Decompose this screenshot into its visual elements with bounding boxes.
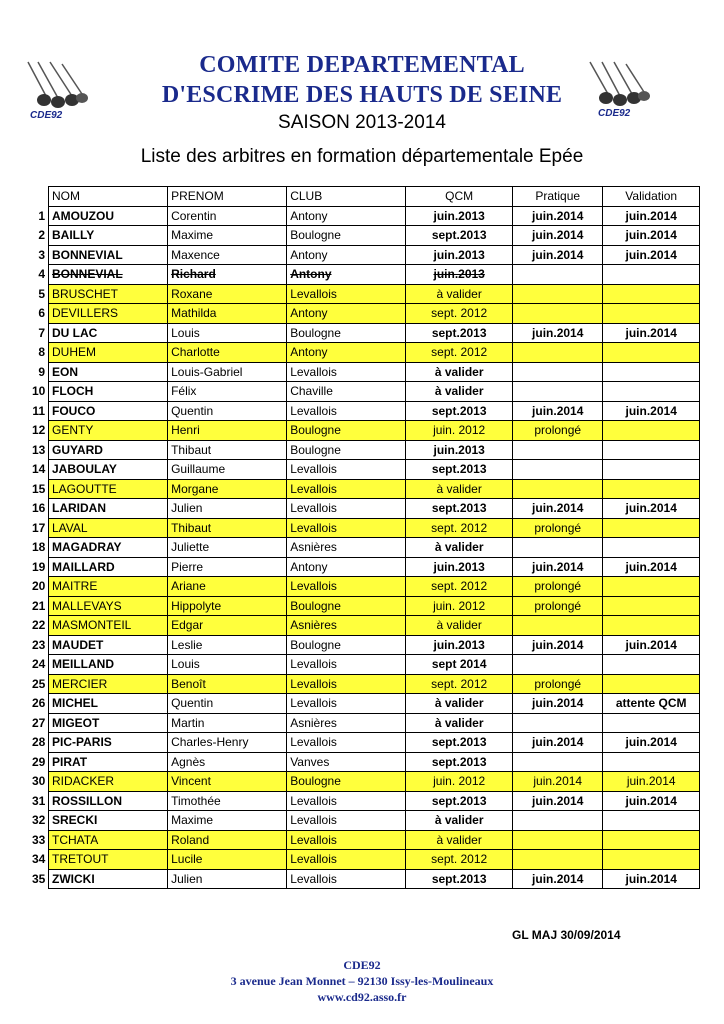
- page-subtitle: Liste des arbitres en formation départementale Epée: [140, 146, 584, 167]
- footer-address: 3 avenue Jean Monnet – 92130 Issy-les-Moulineaux: [230, 974, 494, 988]
- table-row: [29, 382, 700, 402]
- cell-qcm: à valider: [406, 284, 513, 304]
- row-number: 1: [29, 206, 49, 226]
- cell-qcm: à valider: [406, 479, 513, 499]
- cell-nom: TRETOUT: [49, 850, 168, 870]
- cell-pratique: juin.2014: [513, 772, 603, 792]
- cell-nom: DU LAC: [49, 323, 168, 343]
- cell-prenom: Vincent: [168, 772, 287, 792]
- cell-club: Levallois: [287, 518, 406, 538]
- row-number: 20: [29, 577, 49, 597]
- table-row: [29, 557, 700, 577]
- cell-qcm: sept.2013: [406, 869, 513, 889]
- table-row: [29, 304, 700, 324]
- cell-pratique: [513, 830, 603, 850]
- cell-pratique: juin.2014: [513, 245, 603, 265]
- header-pratique: Pratique: [513, 187, 603, 207]
- cell-nom: GUYARD: [49, 440, 168, 460]
- cell-prenom: Morgane: [168, 479, 287, 499]
- cell-pratique: [513, 655, 603, 675]
- cell-nom: GENTY: [49, 421, 168, 441]
- table-row: [29, 577, 700, 597]
- row-number: 34: [29, 850, 49, 870]
- table-row: [29, 616, 700, 636]
- cell-pratique: [513, 362, 603, 382]
- row-number: 24: [29, 655, 49, 675]
- cell-pratique: [513, 479, 603, 499]
- logo-text: CDE92: [598, 108, 631, 119]
- cell-validation: [603, 460, 700, 480]
- cell-nom: FOUCO: [49, 401, 168, 421]
- header-num: [29, 187, 49, 207]
- cell-prenom: Guillaume: [168, 460, 287, 480]
- cell-nom: ROSSILLON: [49, 791, 168, 811]
- table-row: [29, 596, 700, 616]
- table-header-row: [29, 187, 700, 207]
- title-line-1: COMITE DEPARTEMENTAL: [199, 52, 525, 78]
- cell-prenom: Charlotte: [168, 343, 287, 363]
- cell-validation: juin.2014: [603, 557, 700, 577]
- cell-nom: PIRAT: [49, 752, 168, 772]
- cell-club: Levallois: [287, 460, 406, 480]
- cell-pratique: [513, 850, 603, 870]
- table-row: [29, 635, 700, 655]
- cell-pratique: [513, 304, 603, 324]
- cell-qcm: juin.2013: [406, 265, 513, 285]
- cell-prenom: Roland: [168, 830, 287, 850]
- cell-prenom: Félix: [168, 382, 287, 402]
- cell-qcm: juin.2013: [406, 206, 513, 226]
- cell-prenom: Quentin: [168, 694, 287, 714]
- cell-pratique: juin.2014: [513, 869, 603, 889]
- table-row: [29, 850, 700, 870]
- cell-qcm: à valider: [406, 616, 513, 636]
- cell-validation: juin.2014: [603, 869, 700, 889]
- cell-validation: [603, 830, 700, 850]
- cell-nom: MERCIER: [49, 674, 168, 694]
- row-number: 19: [29, 557, 49, 577]
- cell-club: Boulogne: [287, 323, 406, 343]
- cell-pratique: prolongé: [513, 518, 603, 538]
- cell-club: Levallois: [287, 694, 406, 714]
- cell-qcm: sept. 2012: [406, 343, 513, 363]
- cell-pratique: juin.2014: [513, 323, 603, 343]
- cell-qcm: à valider: [406, 694, 513, 714]
- cell-qcm: sept.2013: [406, 323, 513, 343]
- cell-prenom: Martin: [168, 713, 287, 733]
- row-number: 6: [29, 304, 49, 324]
- cell-qcm: à valider: [406, 382, 513, 402]
- cell-club: Levallois: [287, 479, 406, 499]
- cell-club: Antony: [287, 557, 406, 577]
- header-club: CLUB: [287, 187, 406, 207]
- cell-pratique: prolongé: [513, 596, 603, 616]
- cell-pratique: prolongé: [513, 674, 603, 694]
- cell-validation: juin.2014: [603, 401, 700, 421]
- cell-qcm: à valider: [406, 362, 513, 382]
- cell-prenom: Edgar: [168, 616, 287, 636]
- cell-club: Antony: [287, 265, 406, 285]
- row-number: 7: [29, 323, 49, 343]
- cell-validation: [603, 479, 700, 499]
- cell-nom: LARIDAN: [49, 499, 168, 519]
- row-number: 12: [29, 421, 49, 441]
- cell-qcm: sept. 2012: [406, 850, 513, 870]
- table-row: [29, 499, 700, 519]
- cell-prenom: Roxane: [168, 284, 287, 304]
- cell-club: Asnières: [287, 713, 406, 733]
- cell-nom: MEILLAND: [49, 655, 168, 675]
- cell-nom: BONNEVIAL: [49, 245, 168, 265]
- table-row: [29, 440, 700, 460]
- cell-nom: BAILLY: [49, 226, 168, 246]
- row-number: 28: [29, 733, 49, 753]
- cell-nom: MASMONTEIL: [49, 616, 168, 636]
- cell-qcm: sept. 2012: [406, 577, 513, 597]
- table-row: [29, 733, 700, 753]
- cell-qcm: sept.2013: [406, 752, 513, 772]
- row-number: 10: [29, 382, 49, 402]
- cell-nom: MIGEOT: [49, 713, 168, 733]
- cell-validation: [603, 850, 700, 870]
- table-row: [29, 401, 700, 421]
- table-row: [29, 811, 700, 831]
- table-row: [29, 830, 700, 850]
- cell-nom: PIC-PARIS: [49, 733, 168, 753]
- cell-nom: MALLEVAYS: [49, 596, 168, 616]
- cell-prenom: Mathilda: [168, 304, 287, 324]
- season-label: SAISON 2013-2014: [278, 112, 446, 133]
- cell-prenom: Thibaut: [168, 518, 287, 538]
- cell-prenom: Charles-Henry: [168, 733, 287, 753]
- cell-nom: MICHEL: [49, 694, 168, 714]
- cell-club: Vanves: [287, 752, 406, 772]
- cell-qcm: juin.2013: [406, 440, 513, 460]
- cell-prenom: Benoît: [168, 674, 287, 694]
- cell-validation: [603, 752, 700, 772]
- row-number: 33: [29, 830, 49, 850]
- cell-nom: EON: [49, 362, 168, 382]
- table-row: [29, 772, 700, 792]
- cell-validation: [603, 577, 700, 597]
- cell-club: Levallois: [287, 674, 406, 694]
- table-row: [29, 323, 700, 343]
- cell-pratique: juin.2014: [513, 557, 603, 577]
- cell-validation: [603, 440, 700, 460]
- cell-pratique: [513, 616, 603, 636]
- cell-prenom: Quentin: [168, 401, 287, 421]
- row-number: 16: [29, 499, 49, 519]
- cell-pratique: juin.2014: [513, 401, 603, 421]
- table-row: [29, 518, 700, 538]
- cell-prenom: Richard: [168, 265, 287, 285]
- cell-validation: [603, 616, 700, 636]
- update-note: GL MAJ 30/09/2014: [512, 928, 621, 942]
- row-number: 2: [29, 226, 49, 246]
- cell-validation: attente QCM: [603, 694, 700, 714]
- header-qcm: QCM: [406, 187, 513, 207]
- table-row: [29, 460, 700, 480]
- cell-prenom: Thibaut: [168, 440, 287, 460]
- cell-validation: [603, 596, 700, 616]
- cell-nom: MAILLARD: [49, 557, 168, 577]
- cell-club: Levallois: [287, 830, 406, 850]
- cell-nom: LAVAL: [49, 518, 168, 538]
- cell-nom: ZWICKI: [49, 869, 168, 889]
- cell-nom: MAGADRAY: [49, 538, 168, 558]
- cell-validation: [603, 655, 700, 675]
- cell-qcm: juin. 2012: [406, 421, 513, 441]
- footer-website: www.cd92.asso.fr: [317, 990, 407, 1004]
- cell-club: Asnières: [287, 616, 406, 636]
- cell-pratique: [513, 713, 603, 733]
- cell-club: Levallois: [287, 850, 406, 870]
- cell-nom: BONNEVIAL: [49, 265, 168, 285]
- cell-qcm: juin.2013: [406, 557, 513, 577]
- cell-qcm: à valider: [406, 811, 513, 831]
- cell-prenom: Agnès: [168, 752, 287, 772]
- cell-qcm: juin.2013: [406, 245, 513, 265]
- cell-qcm: sept.2013: [406, 401, 513, 421]
- cell-pratique: juin.2014: [513, 694, 603, 714]
- row-number: 29: [29, 752, 49, 772]
- footer-org: CDE92: [343, 958, 381, 972]
- cell-validation: juin.2014: [603, 791, 700, 811]
- cell-validation: [603, 343, 700, 363]
- cell-club: Levallois: [287, 577, 406, 597]
- cell-qcm: sept.2013: [406, 791, 513, 811]
- cell-prenom: Lucile: [168, 850, 287, 870]
- cell-prenom: Louis-Gabriel: [168, 362, 287, 382]
- cell-validation: [603, 362, 700, 382]
- cell-qcm: sept. 2012: [406, 674, 513, 694]
- cell-club: Levallois: [287, 284, 406, 304]
- table-row: [29, 343, 700, 363]
- cell-qcm: sept.2013: [406, 226, 513, 246]
- cell-club: Boulogne: [287, 226, 406, 246]
- cell-validation: [603, 304, 700, 324]
- cell-validation: [603, 382, 700, 402]
- cell-prenom: Ariane: [168, 577, 287, 597]
- table-row: [29, 226, 700, 246]
- logo-text: CDE92: [30, 110, 63, 121]
- cell-club: Boulogne: [287, 596, 406, 616]
- cell-prenom: Juliette: [168, 538, 287, 558]
- cell-nom: BRUSCHET: [49, 284, 168, 304]
- row-number: 3: [29, 245, 49, 265]
- cell-pratique: prolongé: [513, 577, 603, 597]
- cell-validation: juin.2014: [603, 323, 700, 343]
- cell-qcm: à valider: [406, 713, 513, 733]
- cell-prenom: Maxime: [168, 811, 287, 831]
- row-number: 22: [29, 616, 49, 636]
- cell-prenom: Timothée: [168, 791, 287, 811]
- cell-qcm: sept. 2012: [406, 518, 513, 538]
- row-number: 4: [29, 265, 49, 285]
- cell-club: Levallois: [287, 655, 406, 675]
- cell-pratique: [513, 460, 603, 480]
- cell-prenom: Julien: [168, 499, 287, 519]
- header-nom: NOM: [49, 187, 168, 207]
- cell-validation: juin.2014: [603, 226, 700, 246]
- cell-prenom: Pierre: [168, 557, 287, 577]
- cell-pratique: juin.2014: [513, 206, 603, 226]
- row-number: 27: [29, 713, 49, 733]
- cell-club: Antony: [287, 304, 406, 324]
- cell-qcm: sept.2013: [406, 733, 513, 753]
- cell-validation: [603, 713, 700, 733]
- cell-club: Levallois: [287, 401, 406, 421]
- table-row: [29, 869, 700, 889]
- table-row: [29, 206, 700, 226]
- table-row: [29, 791, 700, 811]
- title-line-2: D'ESCRIME DES HAUTS DE SEINE: [161, 82, 563, 108]
- row-number: 26: [29, 694, 49, 714]
- table-row: [29, 421, 700, 441]
- cell-validation: juin.2014: [603, 206, 700, 226]
- cell-validation: [603, 811, 700, 831]
- cell-nom: DEVILLERS: [49, 304, 168, 324]
- row-number: 17: [29, 518, 49, 538]
- cell-validation: [603, 518, 700, 538]
- cell-validation: [603, 284, 700, 304]
- cell-qcm: juin. 2012: [406, 772, 513, 792]
- row-number: 31: [29, 791, 49, 811]
- cell-qcm: à valider: [406, 538, 513, 558]
- cell-nom: MAITRE: [49, 577, 168, 597]
- table-row: [29, 265, 700, 285]
- cell-club: Antony: [287, 343, 406, 363]
- cell-club: Levallois: [287, 791, 406, 811]
- cell-validation: juin.2014: [603, 635, 700, 655]
- cell-validation: juin.2014: [603, 772, 700, 792]
- cell-validation: [603, 674, 700, 694]
- cell-prenom: Julien: [168, 869, 287, 889]
- cell-pratique: juin.2014: [513, 226, 603, 246]
- cell-pratique: juin.2014: [513, 733, 603, 753]
- cell-club: Levallois: [287, 733, 406, 753]
- cell-nom: TCHATA: [49, 830, 168, 850]
- header-prenom: PRENOM: [168, 187, 287, 207]
- cell-nom: DUHEM: [49, 343, 168, 363]
- row-number: 15: [29, 479, 49, 499]
- cell-qcm: sept.2013: [406, 460, 513, 480]
- table-row: [29, 674, 700, 694]
- cell-nom: SRECKI: [49, 811, 168, 831]
- cell-nom: FLOCH: [49, 382, 168, 402]
- table-row: [29, 245, 700, 265]
- cell-nom: AMOUZOU: [49, 206, 168, 226]
- cell-prenom: Maxence: [168, 245, 287, 265]
- cell-pratique: juin.2014: [513, 635, 603, 655]
- cell-qcm: juin.2013: [406, 635, 513, 655]
- cell-pratique: [513, 538, 603, 558]
- cell-pratique: [513, 382, 603, 402]
- cell-club: Boulogne: [287, 440, 406, 460]
- cell-validation: [603, 265, 700, 285]
- cell-pratique: juin.2014: [513, 499, 603, 519]
- header-validation: Validation: [603, 187, 700, 207]
- cell-qcm: à valider: [406, 830, 513, 850]
- cell-qcm: sept 2014: [406, 655, 513, 675]
- table-row: [29, 694, 700, 714]
- cell-prenom: Maxime: [168, 226, 287, 246]
- cell-pratique: [513, 284, 603, 304]
- table-row: [29, 362, 700, 382]
- cell-nom: RIDACKER: [49, 772, 168, 792]
- cell-nom: JABOULAY: [49, 460, 168, 480]
- cell-club: Levallois: [287, 869, 406, 889]
- cell-pratique: [513, 440, 603, 460]
- cell-prenom: Hippolyte: [168, 596, 287, 616]
- cell-validation: juin.2014: [603, 245, 700, 265]
- row-number: 11: [29, 401, 49, 421]
- cell-validation: juin.2014: [603, 499, 700, 519]
- cell-pratique: juin.2014: [513, 791, 603, 811]
- row-number: 5: [29, 284, 49, 304]
- cell-club: Chaville: [287, 382, 406, 402]
- row-number: 35: [29, 869, 49, 889]
- cell-prenom: Louis: [168, 323, 287, 343]
- cell-qcm: juin. 2012: [406, 596, 513, 616]
- row-number: 23: [29, 635, 49, 655]
- cell-validation: juin.2014: [603, 733, 700, 753]
- cell-nom: MAUDET: [49, 635, 168, 655]
- row-number: 25: [29, 674, 49, 694]
- row-number: 32: [29, 811, 49, 831]
- cell-validation: [603, 421, 700, 441]
- cell-club: Levallois: [287, 811, 406, 831]
- referees-table: [29, 186, 700, 889]
- row-number: 30: [29, 772, 49, 792]
- table-row: [29, 284, 700, 304]
- cell-club: Asnières: [287, 538, 406, 558]
- cell-qcm: sept.2013: [406, 499, 513, 519]
- cell-validation: [603, 538, 700, 558]
- cell-prenom: Henri: [168, 421, 287, 441]
- table-row: [29, 538, 700, 558]
- cell-club: Antony: [287, 206, 406, 226]
- cell-prenom: Louis: [168, 655, 287, 675]
- row-number: 14: [29, 460, 49, 480]
- cell-club: Boulogne: [287, 635, 406, 655]
- table-row: [29, 752, 700, 772]
- cell-pratique: [513, 265, 603, 285]
- table-row: [29, 479, 700, 499]
- cell-pratique: [513, 343, 603, 363]
- cell-club: Boulogne: [287, 772, 406, 792]
- row-number: 9: [29, 362, 49, 382]
- cell-prenom: Corentin: [168, 206, 287, 226]
- cell-pratique: prolongé: [513, 421, 603, 441]
- table-row: [29, 713, 700, 733]
- cell-prenom: Leslie: [168, 635, 287, 655]
- row-number: 13: [29, 440, 49, 460]
- row-number: 8: [29, 343, 49, 363]
- cell-club: Boulogne: [287, 421, 406, 441]
- cell-nom: LAGOUTTE: [49, 479, 168, 499]
- table-row: [29, 655, 700, 675]
- cell-pratique: [513, 752, 603, 772]
- cell-pratique: [513, 811, 603, 831]
- cell-qcm: sept. 2012: [406, 304, 513, 324]
- cell-club: Levallois: [287, 499, 406, 519]
- cell-club: Antony: [287, 245, 406, 265]
- row-number: 18: [29, 538, 49, 558]
- cell-club: Levallois: [287, 362, 406, 382]
- row-number: 21: [29, 596, 49, 616]
